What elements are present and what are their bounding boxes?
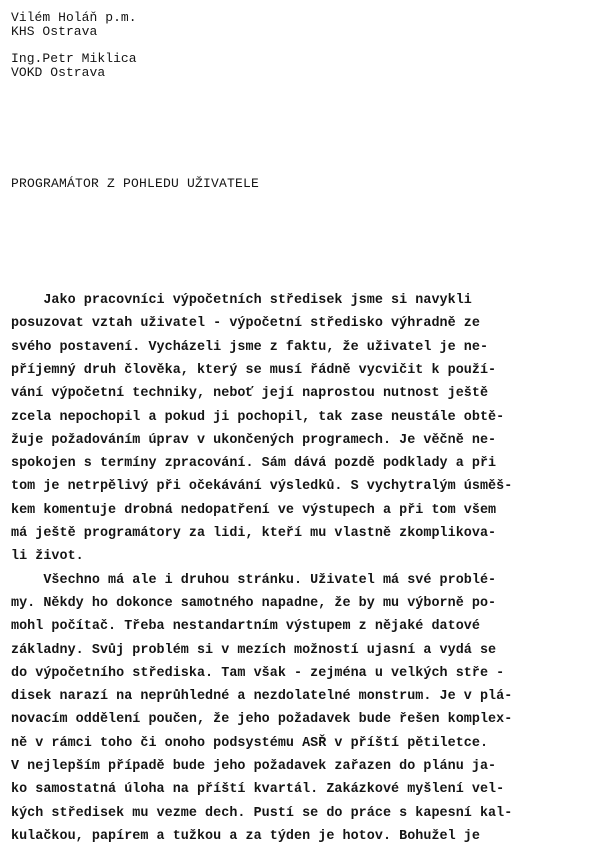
body-line: spokojen s termíny zpracování. Sám dává pozdě podklady a při — [11, 456, 497, 472]
body-line: kulačkou, papírem a tužkou a za týden je hotov. Bohužel je — [11, 828, 480, 844]
body-line: zcela nepochopil a pokud ji pochopil, tak zase neustále obtě- — [11, 409, 505, 425]
body-line: vání výpočetní techniky, neboť její naprostou nutnost ještě — [11, 386, 489, 402]
author-1-org: KHS Ostrava — [11, 24, 98, 39]
body-line: kem komentuje drobná nedopatření ve výstupech a při tom všem — [11, 502, 497, 518]
body-line: ně v rámci toho či onoho podsystému ASŘ v příští pětiletce. — [11, 735, 489, 751]
body-line: tom je netrpělivý při očekávání výsledků. S vychytralým úsměš- — [11, 479, 513, 495]
body-line: do výpočetního střediska. Tam však - zejména u velkých stře - — [11, 665, 505, 681]
document-title: PROGRAMÁTOR Z POHLEDU UŽIVATELE — [11, 176, 260, 191]
body-line: ko samostatná úloha na příští kvartál. Zakázkové myšlení vel- — [11, 782, 505, 798]
body-line: příjemný druh člověka, který se musí řádně vycvičit k použí- — [11, 362, 497, 378]
body-line: li život. — [11, 549, 84, 565]
body-line: posuzovat vztah uživatel - výpočetní středisko výhradně ze — [11, 316, 480, 332]
body-line: má ještě programátory za lidi, kteří mu vlastně zkomplikova- — [11, 526, 497, 541]
body-line: kých středisek mu vezme dech. Pustí se do práce s kapesní kal- — [11, 805, 513, 821]
body-line: Všechno má ale i druhou stránku. Uživatel má své problé- — [11, 572, 497, 588]
body-line: novacím oddělení poučen, že jeho požadavek bude řešen komplex- — [11, 712, 513, 728]
body-line: základny. Svůj problém si v mezích možností ujasní a vydá se — [11, 642, 497, 658]
author-2-org: VOKD Ostrava — [11, 65, 106, 80]
body-line: disek narazí na neprůhledné a nezdolatelné monstrum. Je v plá- — [11, 689, 513, 705]
author-2-name: Ing.Petr Miklica — [11, 51, 137, 66]
body-line: Jako pracovníci výpočetních středisek jsme si navykli — [11, 293, 472, 308]
body-line: mohl počítač. Třeba nestandartním výstupem z nějaké datové — [11, 619, 480, 635]
body-line: V nejlepším případě bude jeho požadavek zařazen do plánu ja- — [11, 759, 497, 774]
author-1-name: Vilém Holáň p.m. — [11, 10, 137, 25]
body-line: žuje požadováním úprav v ukončených programech. Je věčně ne- — [11, 432, 497, 448]
body-line: svého postavení. Vycházeli jsme z faktu, že uživatel je ne- — [11, 339, 489, 355]
body-line: my. Někdy ho dokonce samotného napadne, že by mu výborně po- — [11, 595, 497, 611]
